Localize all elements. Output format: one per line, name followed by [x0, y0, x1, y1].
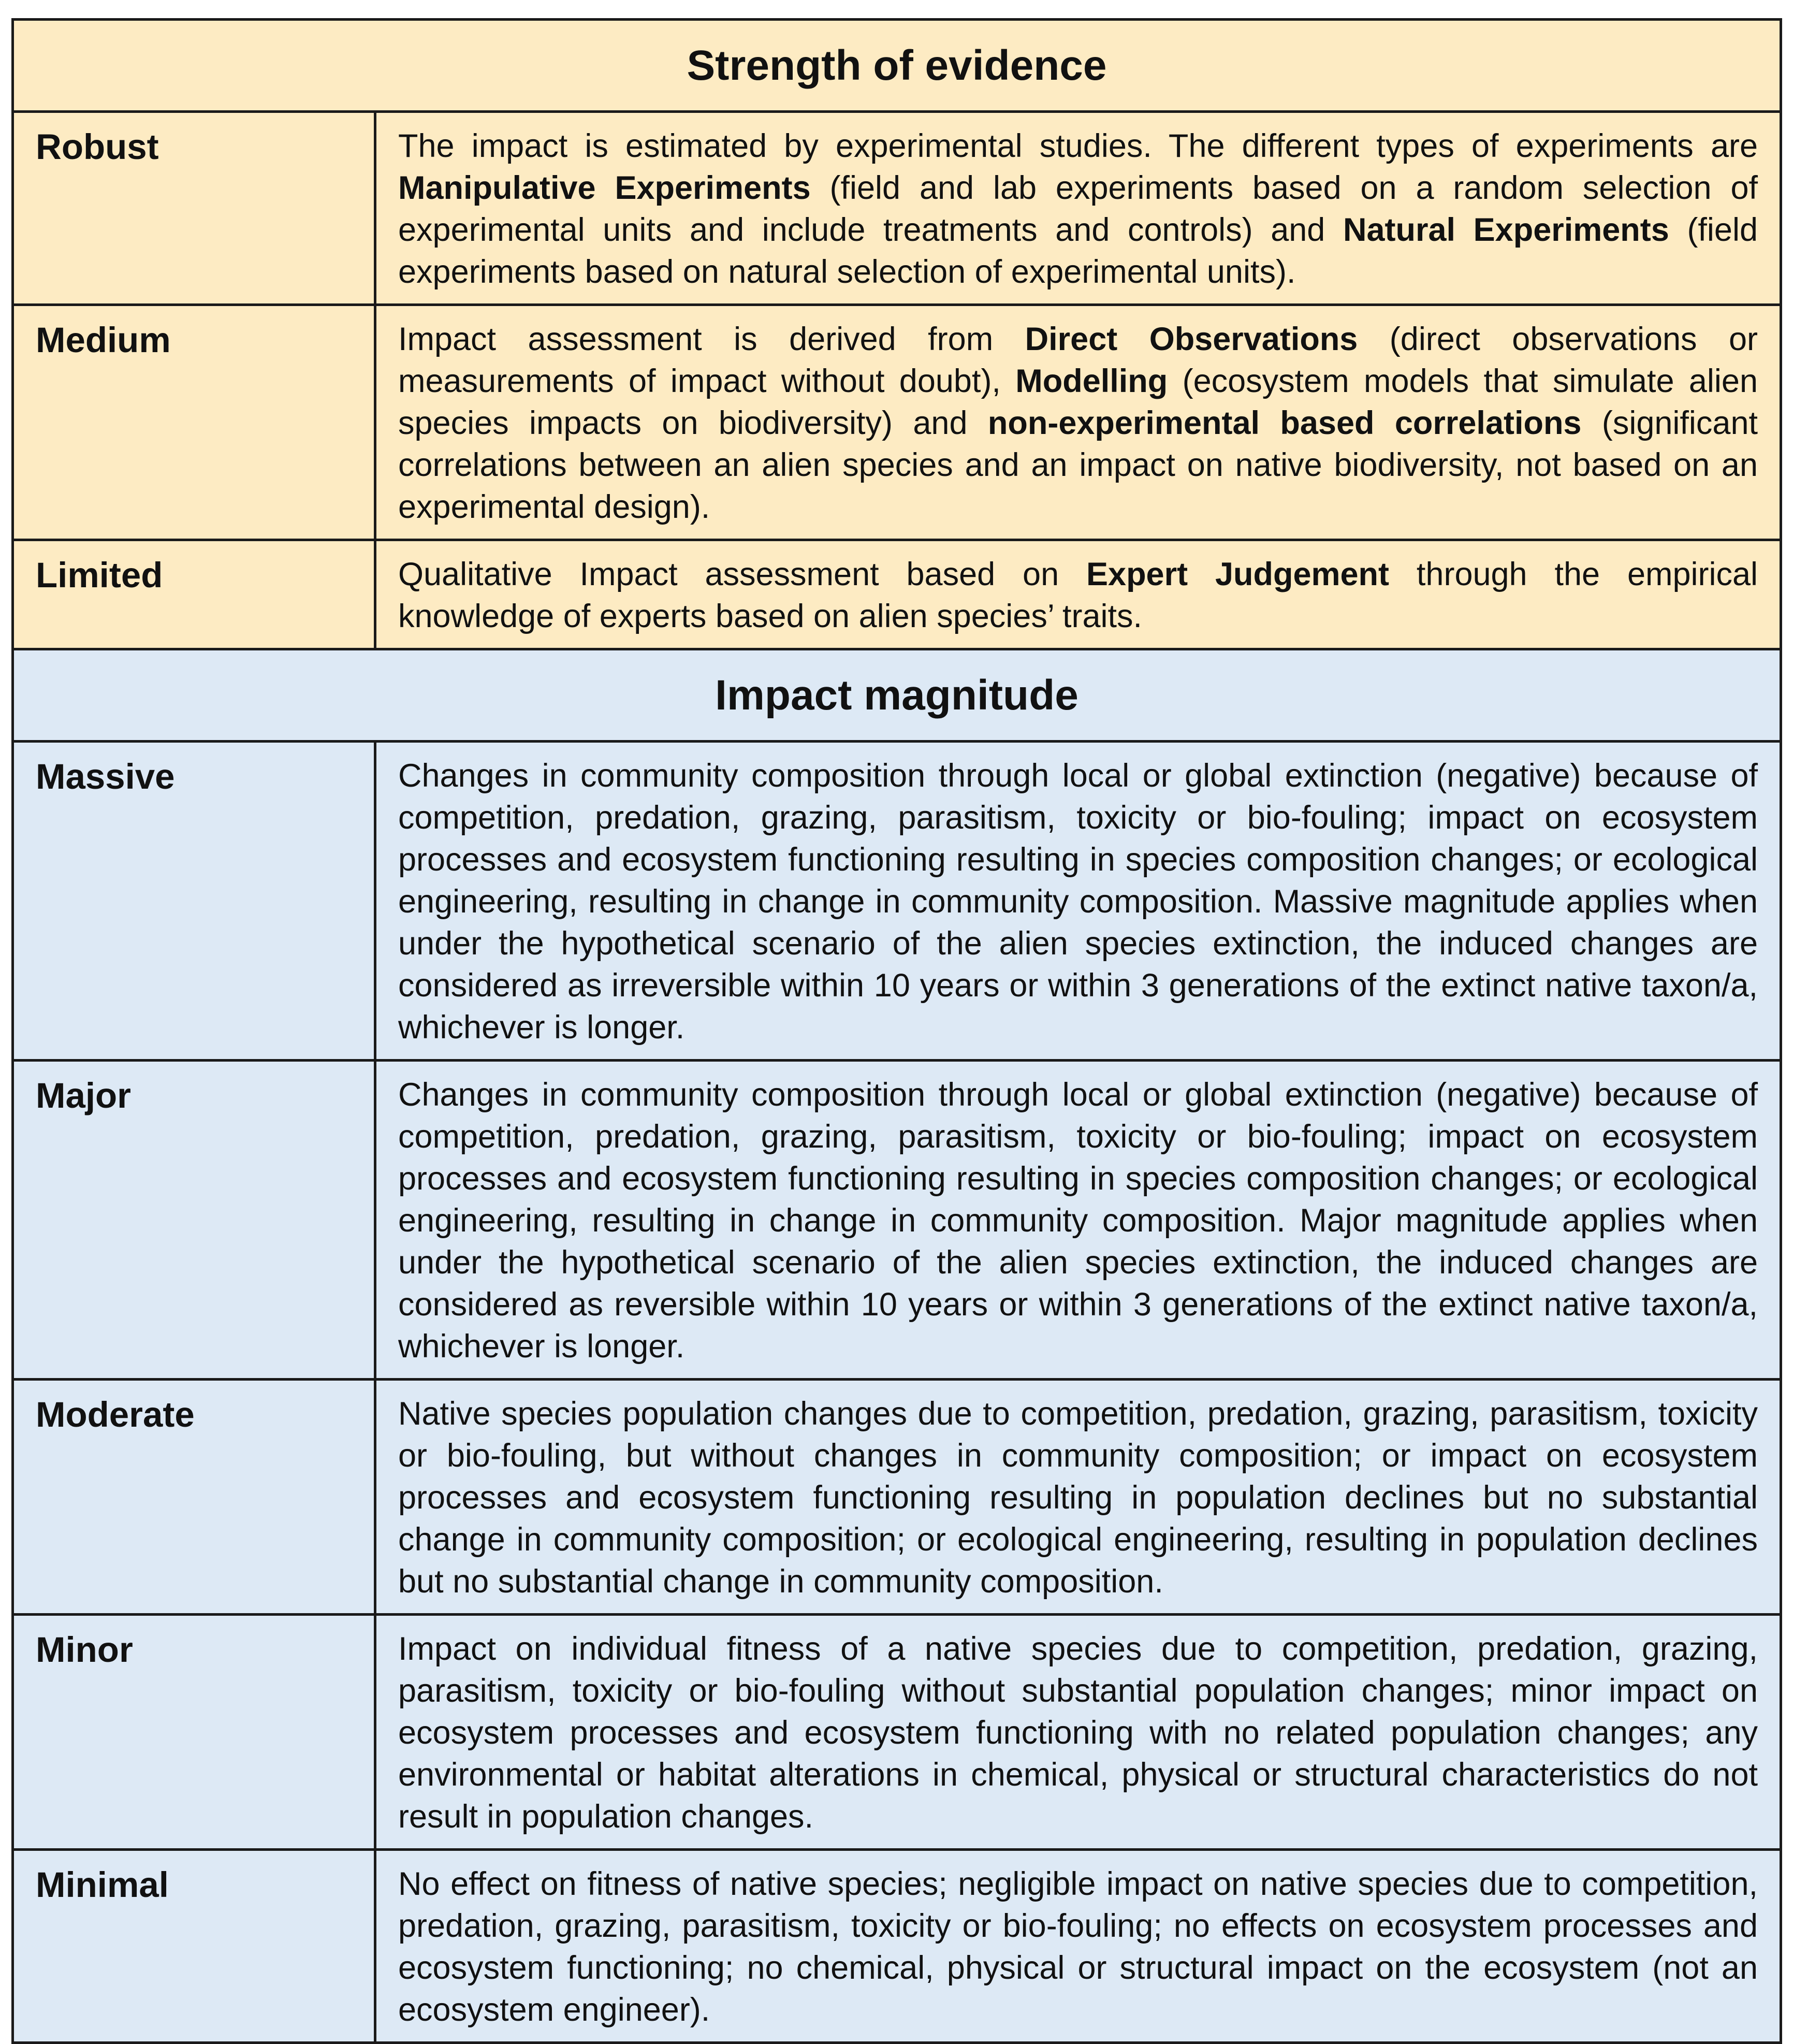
row-label: Robust: [13, 112, 375, 305]
bold-term: Natural Experiments: [1343, 212, 1669, 248]
row-description: [375, 1850, 1781, 2043]
row-description: [375, 742, 1781, 1061]
text-segment: (direct observations or measurements of impact without doubt),: [398, 321, 1758, 399]
table-row: [13, 1850, 1781, 2043]
strength-of-evidence-header-row: [13, 20, 1781, 112]
row-label: Minimal: [13, 1850, 375, 2043]
text-segment: No effect on fitness of native species; negligible impact on native species due to competition, predation, grazing, parasitism, toxicity or bio-fouling; no effects on ecosystem processes and ecosystem functioning; no chemical, physical or structural impact on the ecosystem (not an ecosystem engineer).: [398, 1866, 1758, 2028]
row-description: [375, 1380, 1781, 1615]
row-label: Minor: [13, 1615, 375, 1850]
evidence-impact-table: [11, 18, 1782, 2044]
table-row: [13, 305, 1781, 540]
text-segment: (field and lab experiments based on a random selection of experimental units and include treatments and controls) and: [398, 170, 1758, 248]
text-segment: (significant correlations between an alien species and an impact on native biodiversity, not based on an experimental design).: [398, 405, 1758, 525]
text-segment: The impact is estimated by experimental studies. The different types of experiments are: [398, 128, 1758, 164]
strength-of-evidence-title: Strength of evidence: [13, 20, 1781, 112]
text-segment: Impact on individual fitness of a native species due to competition, predation, grazing, parasitism, toxicity or bio-fouling without substantial population changes; minor impact on ecosystem processes and ecosystem functioning with no related population changes; any environmental or habitat alterations in chemical, physical or structural characteristics do not result in population changes.: [398, 1631, 1758, 1835]
table-row: [13, 112, 1781, 305]
text-segment: (ecosystem models that simulate alien species impacts on biodiversity) and: [398, 363, 1758, 441]
bold-term: Expert Judgement: [1086, 556, 1390, 592]
impact-magnitude-header-row: [13, 649, 1781, 742]
row-description: [375, 540, 1781, 649]
table-row: [13, 1061, 1781, 1380]
row-label: Medium: [13, 305, 375, 540]
table-row: [13, 1380, 1781, 1615]
impact-magnitude-title: Impact magnitude: [13, 649, 1781, 742]
table-row: [13, 742, 1781, 1061]
bold-term: non-experimental based correlations: [987, 405, 1582, 441]
row-description: [375, 1061, 1781, 1380]
text-segment: Changes in community composition through local or global extinction (negative) because of competition, predation, grazing, parasitism, toxicity or bio-fouling; impact on ecosystem processes and ecosystem functioning resulting in species composition changes; or ecological engineering, resulting in change in community composition. Massive magnitude applies when under the hypothetical scenario of the alien species extinction, the induced changes are considered as irreversible within 10 years or within 3 generations of the extinct native taxon/a, whichever is longer.: [398, 758, 1758, 1046]
row-label: Limited: [13, 540, 375, 649]
text-segment: through the empirical knowledge of experts based on alien species’ traits.: [398, 556, 1758, 634]
bold-term: Manipulative Experiments: [398, 170, 811, 206]
row-description: [375, 1615, 1781, 1850]
row-label: Massive: [13, 742, 375, 1061]
text-segment: Qualitative Impact assessment based on: [398, 556, 1087, 592]
row-label: Moderate: [13, 1380, 375, 1615]
table-row: [13, 1615, 1781, 1850]
text-segment: Native species population changes due to competition, predation, grazing, parasitism, toxicity or bio-fouling, but without changes in community composition; or impact on ecosystem processes and ecosystem functioning resulting in population declines but no substantial change in community composition; or ecological engineering, resulting in population declines but no substantial change in community composition.: [398, 1396, 1758, 1600]
row-description: [375, 112, 1781, 305]
bold-term: Modelling: [1015, 363, 1168, 399]
row-description: [375, 305, 1781, 540]
text-segment: Changes in community composition through local or global extinction (negative) because of competition, predation, grazing, parasitism, toxicity or bio-fouling; impact on ecosystem processes and ecosystem functioning resulting in species composition changes; or ecological engineering, resulting in change in community composition. Major magnitude applies when under the hypothetical scenario of the alien species extinction, the induced changes are considered as reversible within 10 years or within 3 generations of the extinct native taxon/a, whichever is longer.: [398, 1077, 1758, 1365]
row-label: Major: [13, 1061, 375, 1380]
table-body: [13, 20, 1781, 2043]
table-row: [13, 540, 1781, 649]
text-segment: Impact assessment is derived from: [398, 321, 1025, 357]
bold-term: Direct Observations: [1025, 321, 1358, 357]
text-segment: (field experiments based on natural selection of experimental units).: [398, 212, 1758, 290]
